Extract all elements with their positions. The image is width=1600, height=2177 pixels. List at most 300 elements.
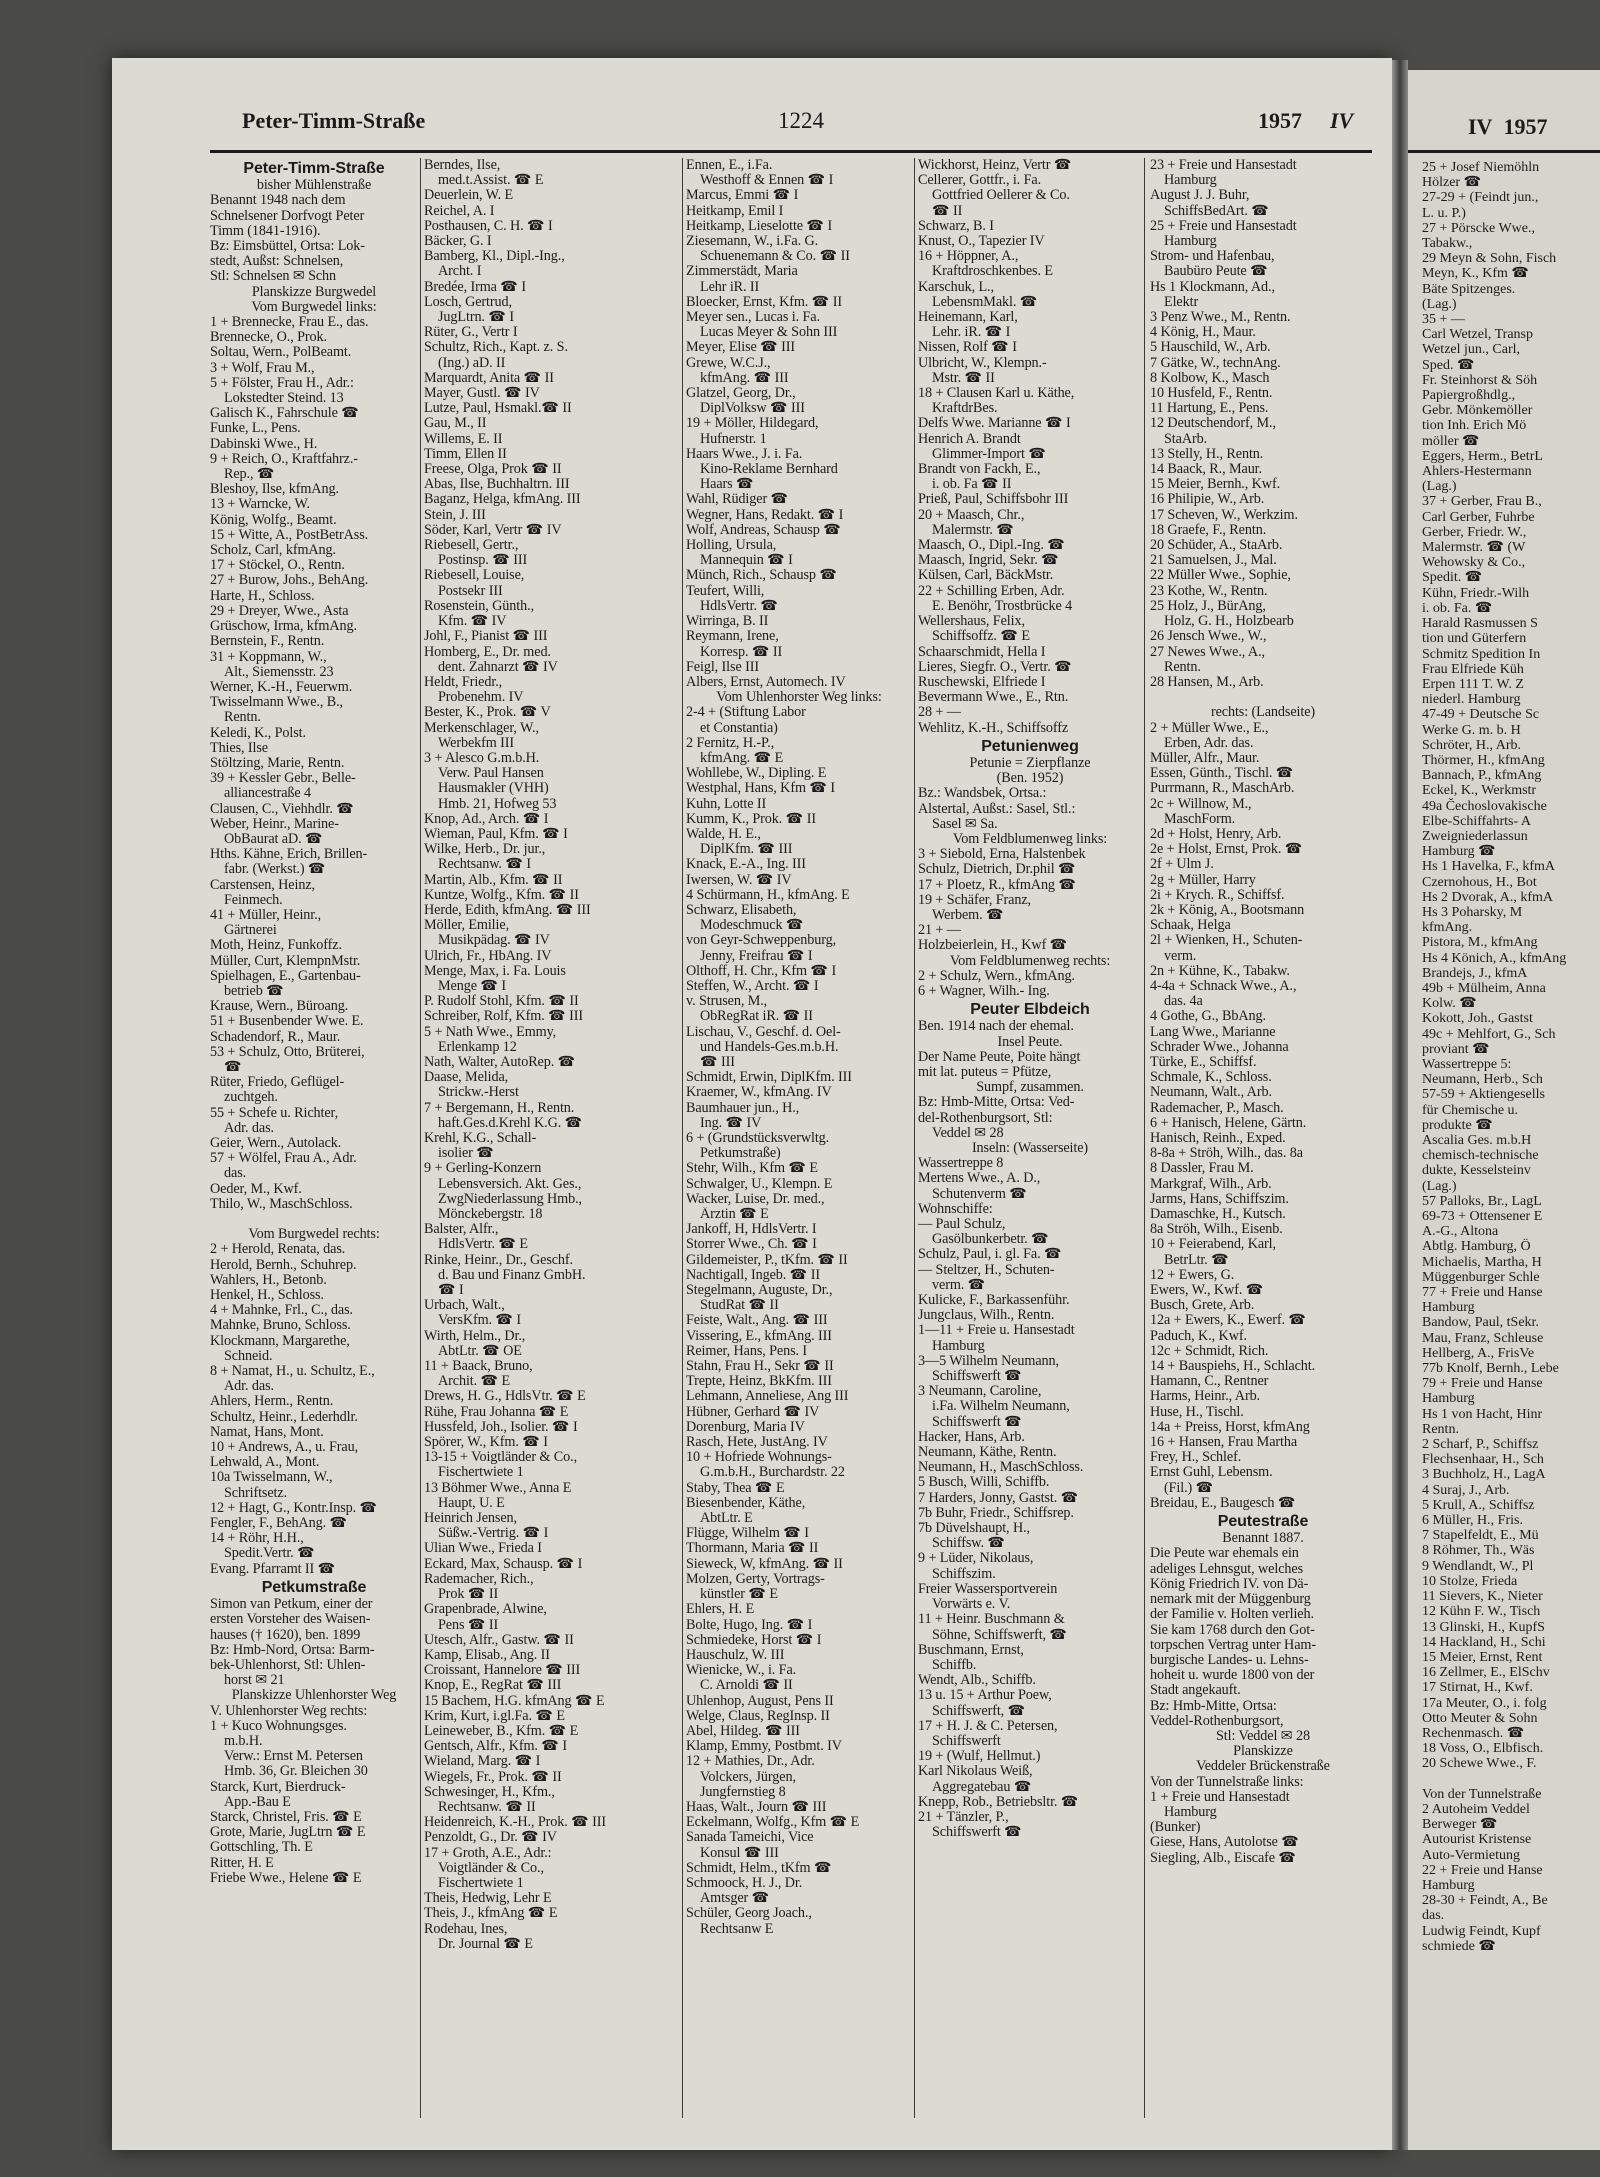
entry-continuation: Hamburg <box>1164 234 1217 250</box>
directory-entry: Brennecke, O., Prok. <box>210 330 327 346</box>
directory-entry: Ascalia Ges. m.b.H <box>1422 1133 1532 1148</box>
directory-entry: Schmidt, Erwin, DiplKfm. III <box>686 1070 852 1086</box>
directory-entry: Essen, Günth., Tischl. ☎ <box>1150 766 1294 782</box>
entry-continuation: Westhoff & Ennen ☎ I <box>700 173 834 189</box>
directory-entry: Ahlers-Hestermann <box>1422 464 1532 480</box>
directory-entry: Oeder, M., Kwf. <box>210 1181 302 1197</box>
header-rule <box>210 150 1372 153</box>
facing-page-header <box>1468 114 1547 140</box>
directory-entry: 4 Schürmann, H., kfmAng. E <box>686 887 850 903</box>
directory-entry: del-Rothenburgsort, Stl: <box>918 1110 1053 1126</box>
directory-entry: 2 Fernitz, H.-P., <box>686 735 775 751</box>
directory-entry: Carl Gerber, Fuhrbe <box>1422 509 1535 525</box>
directory-entry: burgische Landes- u. Lehns- <box>1150 1652 1309 1668</box>
entry-continuation: Schiffswerft ☎ <box>932 1414 1022 1430</box>
directory-entry: Holling, Ursula, <box>686 538 777 554</box>
directory-entry: 49c + Mehlfort, G., Sch <box>1422 1026 1556 1042</box>
directory-entry: Bz: Hmb-Nord, Ortsa: Barm- <box>210 1642 375 1658</box>
directory-entry: Fengler, F., BehAng. ☎ <box>210 1516 348 1532</box>
entry-continuation: Mstr. ☎ II <box>932 370 995 386</box>
entry-continuation: Rep., ☎ <box>224 467 275 483</box>
directory-entry: 13-15 + Voigtländer & Co., <box>424 1450 578 1466</box>
directory-entry: Willems, E. II <box>424 431 503 447</box>
directory-entry: Gentsch, Alfr., Kfm. ☎ I <box>424 1739 567 1755</box>
directory-entry: 39 + Kessler Gebr., Belle- <box>210 771 356 787</box>
entry-continuation: kfmAng. ☎ III <box>700 370 789 386</box>
directory-entry: 8a Ströh, Wilh., Eisenb. <box>1150 1222 1283 1238</box>
directory-entry: 16 + Hansen, Frau Martha <box>1150 1435 1298 1451</box>
directory-entry: 5 Krull, A., Schiffsz <box>1422 1497 1535 1513</box>
directory-entry: 14 Hackland, H., Schi <box>1422 1634 1546 1650</box>
entry-continuation: Lehr iR. II <box>700 279 760 295</box>
directory-entry: 14 + Bauspiehs, H., Schlacht. <box>1150 1359 1316 1375</box>
directory-entry: 12 + Mathies, Dr., Adr. <box>686 1754 815 1770</box>
directory-entry: Bäte Spitzenges. <box>1422 281 1516 297</box>
section-note: Planskizze Uhlenhorster Weg <box>231 1688 397 1704</box>
directory-entry: Stein, J. III <box>424 507 486 523</box>
directory-entry: Mau, Franz, Schleuse <box>1422 1330 1544 1346</box>
entry-continuation: Werbem. ☎ <box>932 907 1004 923</box>
directory-entry: 4 + Mahnke, Frl., C., das. <box>210 1303 353 1319</box>
directory-entry: Homberg, E., Dr. med. <box>424 644 551 660</box>
entry-continuation: Werke G. m. b. H <box>1422 722 1521 738</box>
directory-entry: Ewers, W., Kwf. ☎ <box>1150 1283 1264 1299</box>
entry-continuation: Postinsp. ☎ III <box>438 553 528 569</box>
volume-label: IV <box>1330 108 1354 133</box>
entry-continuation: DiplVolksw ☎ III <box>700 401 805 417</box>
directory-entry: Der Name Peute, Poite hängt <box>918 1049 1081 1065</box>
directory-entry: 21 + — <box>918 923 961 939</box>
directory-entry: Gottschling, Th. E <box>210 1840 313 1856</box>
entry-continuation: Fischertwiete 1 <box>438 1875 524 1891</box>
section-note: Stl: Veddel ✉ 28 <box>1216 1728 1310 1744</box>
directory-entry: Abel, Hildeg. ☎ III <box>686 1723 800 1739</box>
directory-entry: 18 Voss, O., Elbfisch. <box>1422 1741 1544 1757</box>
directory-entry: Geier, Wern., Autolack. <box>210 1136 342 1151</box>
directory-entry: Bleshoy, Ilse, kfmAng. <box>210 482 339 498</box>
directory-entry: 19 + (Wulf, Hellmut.) <box>918 1749 1041 1765</box>
directory-entry: Freier Wassersportverein <box>918 1581 1058 1597</box>
directory-entry: Kuhn, Lotte II <box>686 796 767 812</box>
facing-page <box>1408 70 1600 2150</box>
directory-entry: 2-4 + (Stiftung Labor <box>686 705 806 721</box>
directory-entry: Schnelsener Dorfvogt Peter <box>210 208 365 224</box>
entry-continuation: L. u. P.) <box>1422 205 1466 221</box>
directory-entry: Heidenreich, K.-H., Prok. ☎ III <box>424 1815 607 1831</box>
directory-entry: 14 Baack, R., Maur. <box>1150 462 1262 478</box>
directory-entry: Harald Rasmussen S <box>1422 616 1538 632</box>
directory-entry: Hs 3 Poharsky, M <box>1422 904 1523 920</box>
entry-continuation: med.t.Assist. ☎ E <box>438 173 544 189</box>
directory-entry: 3—5 Wilhelm Neumann, <box>918 1353 1059 1369</box>
directory-entry: Schulz, Paul, i. gl. Fa. ☎ <box>918 1247 1062 1263</box>
directory-entry: Albers, Ernst, Automech. IV <box>686 674 846 690</box>
directory-entry: Wilke, Herb., Dr. jur., <box>424 842 546 858</box>
directory-entry: Staby, Thea ☎ E <box>686 1480 785 1496</box>
directory-entry: Bandow, Paul, tSekr. <box>1422 1315 1539 1331</box>
entry-continuation: Modeschmuck ☎ <box>700 918 804 934</box>
directory-entry: 2f + Ulm J. <box>1150 857 1214 873</box>
street-heading: Peuter Elbdeich <box>970 1002 1090 1018</box>
directory-entry: Buschmann, Ernst, <box>918 1642 1024 1658</box>
directory-entry: Carstensen, Heinz, <box>210 877 315 893</box>
directory-entry: 79 + Freie und Hanse <box>1422 1376 1543 1392</box>
directory-entry: 18 + Clausen Karl u. Käthe, <box>918 386 1075 402</box>
directory-entry: adeliges Lehnsgut, welches <box>1150 1561 1304 1577</box>
directory-entry: Karl Nikolaus Weiß, <box>918 1764 1033 1780</box>
directory-entry: 5 + Fölster, Frau H., Adr.: <box>210 375 354 391</box>
directory-entry: Autourist Kristense <box>1422 1832 1532 1848</box>
directory-entry: — Paul Schulz, <box>918 1217 1006 1233</box>
section-note: Vom Uhlenhorster Weg links: <box>716 690 882 706</box>
directory-entry: Schwalger, U., Klempn. E <box>686 1176 833 1192</box>
directory-entry: 2k + König, A., Bootsmann <box>1150 902 1305 918</box>
entry-continuation: proviant ☎ <box>1422 1041 1490 1057</box>
directory-entry: 23 + Freie und Hansestadt <box>1150 158 1297 173</box>
directory-entry: Thörmer, H., kfmAng <box>1422 752 1545 768</box>
directory-entry: Clausen, C., Viehhdlr. ☎ <box>210 801 354 817</box>
entry-continuation: Ing. ☎ IV <box>700 1115 762 1131</box>
entry-continuation: ☎ II <box>932 203 963 219</box>
column-divider <box>420 158 421 2118</box>
directory-entry: 7 Harders, Jonny, Gastst. ☎ <box>918 1490 1079 1506</box>
directory-entry: Krehl, K.G., Schall- <box>424 1131 537 1146</box>
directory-entry: Kühn, Friedr.-Wilh <box>1422 585 1530 601</box>
entry-continuation: (Lag.) <box>1422 1178 1457 1194</box>
entry-continuation: StudRat ☎ II <box>700 1298 779 1314</box>
directory-entry: 3 Buchholz, H., LagA <box>1422 1467 1546 1483</box>
directory-entry: torpschen Vertrag unter Ham- <box>1150 1637 1316 1653</box>
entry-continuation: Erlenkamp 12 <box>438 1039 517 1055</box>
directory-entry: 49a Čechoslovakische <box>1422 798 1547 814</box>
directory-entry: Knepp, Rob., Betriebsltr. ☎ <box>918 1794 1079 1810</box>
directory-entry: 25 Holz, J., BürAng, <box>1150 598 1266 614</box>
directory-entry: Wiegels, Fr., Prok. ☎ II <box>424 1769 562 1785</box>
directory-entry: Spielhagen, E., Gartenbau- <box>210 968 361 984</box>
entry-continuation: Amtsger ☎ <box>700 1891 770 1907</box>
street-heading: Petunienweg <box>981 738 1079 754</box>
entry-continuation: Michaelis, Martha, H <box>1422 1254 1542 1270</box>
directory-entry: 19 + Möller, Hildegard, <box>686 416 819 432</box>
directory-entry: 51 + Busenbender Wwe. E. <box>210 1014 364 1030</box>
entry-continuation: Archit. ☎ E <box>438 1374 511 1390</box>
directory-entry: Reimer, Hans, Pens. I <box>686 1343 808 1359</box>
entry-continuation: dukte, Kesselsteinv <box>1422 1163 1531 1179</box>
directory-entry: Meyn, K., Kfm ☎ <box>1422 266 1529 282</box>
directory-entry: Thies, Ilse <box>210 740 268 756</box>
entry-continuation: Aggregatebau ☎ <box>932 1779 1032 1795</box>
entry-continuation: HdlsVertr. ☎ E <box>438 1237 528 1253</box>
book-gutter <box>1392 60 1408 2150</box>
directory-entry: Heitkamp, Emil I <box>686 203 784 219</box>
directory-entry: Lieres, Siegfr. O., Vertr. ☎ <box>918 659 1072 675</box>
entry-continuation: horst ✉ 21 <box>224 1673 285 1689</box>
running-head-title: Peter-Timm-Straße <box>242 108 426 133</box>
directory-entry: 49b + Mülheim, Anna <box>1422 980 1546 996</box>
directory-entry: Eckel, K., Werkmstr <box>1422 783 1537 799</box>
directory-entry: Rademacher, Rich., <box>424 1571 534 1587</box>
directory-entry: Timm (1841-1916). <box>210 223 321 239</box>
entry-continuation: m.b.H. <box>224 1733 263 1749</box>
entry-continuation: Kino-Reklame Bernhard <box>700 462 838 478</box>
directory-entry: Bernstein, F., Rentn. <box>210 634 325 650</box>
directory-entry: 17 + Ploetz, R., kfmAng ☎ <box>918 877 1076 893</box>
directory-entry: Heinemann, Karl, <box>918 310 1018 326</box>
directory-entry: 5 + Nath Wwe., Emmy, <box>424 1024 557 1040</box>
directory-entry: König, Wolfg., Beamt. <box>210 512 337 528</box>
directory-entry: Funke, L., Pens. <box>210 421 301 437</box>
directory-entry: Leineweber, B., Kfm. ☎ E <box>424 1723 579 1739</box>
directory-entry: 21 + Tänzler, P., <box>918 1809 1009 1825</box>
entry-continuation: C. Arnoldi ☎ II <box>700 1678 793 1694</box>
entry-continuation: i. ob. Fa. ☎ <box>1422 600 1493 616</box>
directory-entry: Kamp, Elisab., Ang. II <box>424 1647 550 1663</box>
directory-entry: Namat, Hans, Mont. <box>210 1424 324 1440</box>
street-heading: Peutestraße <box>1217 1514 1309 1530</box>
directory-entry: Haars Wwe., J. i. Fa. <box>686 446 803 462</box>
directory-entry: Heinrich Jensen, <box>424 1511 517 1527</box>
street-heading: Peter-Timm-Straße <box>243 161 385 177</box>
directory-entry: König Friedrich IV. von Dä- <box>1150 1576 1309 1592</box>
entry-continuation: Papiergroßhdlg., <box>1422 388 1516 404</box>
facing-page-column <box>1422 160 1600 1954</box>
directory-entry: Stl: Schnelsen ✉ Schn <box>210 269 337 285</box>
entry-continuation: Erben, Adr. das. <box>1164 735 1254 751</box>
directory-entry: Prieß, Paul, Schiffsbohr III <box>918 492 1069 508</box>
directory-entry: Schmoock, H. J., Dr. <box>686 1875 803 1891</box>
entry-continuation: JugLtrn. ☎ I <box>438 310 514 326</box>
entry-continuation: Dr. Journal ☎ E <box>438 1936 533 1952</box>
directory-entry: Harte, H., Schloss. <box>210 588 315 604</box>
entry-continuation: StaArb. <box>1164 431 1208 447</box>
directory-entry: Galisch K., Fahrschule ☎ <box>210 406 359 422</box>
entry-continuation: Feinmech. <box>224 892 283 908</box>
directory-entry: Maasch, O., Dipl.-Ing. ☎ <box>918 538 1065 554</box>
entry-continuation: Tabakw., <box>1422 236 1473 252</box>
directory-entry: Meyer sen., Lucas i. Fa. <box>686 310 820 326</box>
entry-continuation: Lebensversich. Akt. Ges., <box>438 1176 582 1192</box>
directory-entry: Timm, Ellen II <box>424 446 507 462</box>
directory-entry: Rinke, Heinr., Dr., Geschf. <box>424 1252 573 1268</box>
directory-entry: Spörer, W., Kfm. ☎ I <box>424 1435 548 1451</box>
directory-entry: 69-73 + Ottensener E <box>1422 1209 1543 1225</box>
directory-entry: Brandt von Fackh, E., <box>918 462 1041 478</box>
directory-entry: 2i + Krych. R., Schiffsf. <box>1150 887 1285 903</box>
directory-entry: 22 + Schilling Erben, Adr. <box>918 583 1065 599</box>
directory-entry: 2c + Willnow, M., <box>1150 796 1252 812</box>
entry-continuation: kfmAng. <box>1422 920 1473 936</box>
directory-entry: Deuerlein, W. E <box>424 188 514 204</box>
directory-entry: 17 + Groth, A.E., Adr.: <box>424 1845 552 1861</box>
directory-entry: Lehmann, Anneliese, Ang III <box>686 1389 849 1405</box>
directory-entry: Hanisch, Reinh., Exped. <box>1150 1131 1286 1146</box>
directory-entry: mit lat. puteus = Pfütze, <box>918 1064 1052 1080</box>
entry-continuation: Glimmer-Import ☎ <box>932 446 1046 462</box>
entry-continuation: Sped. ☎ <box>1422 357 1475 373</box>
entry-continuation: Elektr <box>1164 294 1199 310</box>
directory-entry: Lischau, V., Geschf. d. Oel- <box>686 1024 841 1040</box>
directory-entry: 9 + Gerling-Konzern <box>424 1161 542 1177</box>
entry-continuation: Alt., Siemensstr. 23 <box>224 664 334 680</box>
directory-entry: Bz: Eimsbüttel, Ortsa: Lok- <box>210 239 365 255</box>
entry-continuation: i.Fa. Wilhelm Neumann, <box>932 1399 1070 1415</box>
directory-entry: Stegelmann, Auguste, Dr., <box>686 1283 833 1299</box>
directory-entry: Molzen, Gerty, Vortrags- <box>686 1571 825 1587</box>
directory-entry: Soltau, Wern., PolBeamt. <box>210 345 352 361</box>
section-note: Inseln: (Wasserseite) <box>971 1141 1089 1156</box>
directory-entry: Mahnke, Bruno, Schloss. <box>210 1318 351 1334</box>
directory-entry: Stahn, Frau H., Sekr ☎ II <box>686 1359 834 1375</box>
entry-continuation: ☎ I <box>438 1283 464 1299</box>
directory-entry: Die Peute war ehemals ein <box>1150 1546 1299 1562</box>
entry-continuation: Rechtsanw E <box>700 1921 774 1937</box>
entry-continuation: Volckers, Jürgen, <box>700 1769 796 1785</box>
directory-entry: 47-49 + Deutsche Sc <box>1422 707 1540 723</box>
entry-continuation: chemisch-technische <box>1422 1148 1539 1164</box>
directory-entry: Wendt, Alb., Schiffb. <box>918 1673 1036 1689</box>
directory-entry: Baumhauer jun., H., <box>686 1100 800 1116</box>
directory-entry: Hs 2 Dvorak, A., kfmA <box>1422 889 1554 905</box>
entry-continuation: tion und Güterfern <box>1422 631 1527 647</box>
directory-entry: 4 Gothe, G., BbAng. <box>1150 1009 1266 1025</box>
directory-entry: Trepte, Heinz, BkKfm. III <box>686 1374 832 1390</box>
directory-entry: der Familie v. Holten verlieh. <box>1150 1607 1314 1623</box>
column-4 <box>918 158 1142 1840</box>
directory-entry: 27 Newes Wwe., A., <box>1150 644 1265 660</box>
directory-entry: 17 Stirnat, H., Kwf. <box>1422 1680 1533 1696</box>
entry-continuation: Schutenverm ☎ <box>932 1186 1027 1202</box>
directory-entry: Schultz, Rich., Kapt. z. S. <box>424 340 568 356</box>
section-note: Planskizze Burgwedel <box>251 284 377 300</box>
directory-entry: 37 + Gerber, Frau B., <box>1422 494 1542 510</box>
directory-entry: Penzoldt, G., Dr. ☎ IV <box>424 1830 557 1846</box>
directory-entry: 10 Stolze, Frieda <box>1422 1573 1518 1589</box>
entry-continuation: i. ob. Fa ☎ II <box>932 477 1012 493</box>
directory-entry: Urbach, Walt., <box>424 1298 505 1314</box>
directory-entry: Schreiber, Rolf, Kfm. ☎ III <box>424 1009 583 1025</box>
directory-entry: Hs 1 Havelka, F., kfmA <box>1422 859 1556 875</box>
entry-continuation: das. <box>224 1166 247 1182</box>
entry-continuation: Strickw.-Herst <box>438 1085 519 1101</box>
directory-entry: Jungclaus, Wilh., Rentn. <box>918 1308 1055 1324</box>
directory-entry: 16 Philipie, W., Arb. <box>1150 492 1265 508</box>
directory-entry: 7b Düvelshaupt, H., <box>918 1521 1030 1537</box>
entry-continuation: Kfm. ☎ IV <box>438 614 507 630</box>
directory-entry: Bevermann Wwe., E., Rtn. <box>918 690 1069 706</box>
directory-entry: Schmidt, Helm., tKfm ☎ <box>686 1860 832 1876</box>
directory-entry: 2n + Kühne, K., Tabakw. <box>1150 963 1290 979</box>
directory-entry: 8 Dassler, Frau M. <box>1150 1161 1254 1177</box>
directory-entry: Ehlers, H. E <box>686 1602 755 1618</box>
entry-continuation: A.-G., Altona <box>1422 1224 1499 1240</box>
entry-continuation: verm. <box>1164 948 1197 964</box>
column-3 <box>686 158 912 1937</box>
entry-continuation: ZwgNiederlassung Hmb., <box>438 1191 582 1207</box>
entry-continuation: Rentn. <box>1164 659 1201 675</box>
directory-entry: Wickhorst, Heinz, Vertr ☎ <box>918 158 1072 173</box>
directory-entry: Brandejs, J., kfmA <box>1422 965 1528 981</box>
section-note: Planskizze <box>1233 1744 1293 1760</box>
directory-entry: Henrich A. Brandt <box>918 431 1021 447</box>
directory-entry: Bz: Hmb-Mitte, Ortsa: Ved- <box>918 1095 1075 1111</box>
directory-entry: Delfs Wwe. Marianne ☎ I <box>918 416 1071 432</box>
directory-entry: Knop, Ad., Arch. ☎ I <box>424 811 549 827</box>
entry-continuation: VersKfm. ☎ I <box>438 1313 522 1329</box>
directory-entry: Breidau, E., Baugesch ☎ <box>1150 1495 1296 1511</box>
directory-entry: Wassertreppe 5: <box>1422 1056 1512 1072</box>
directory-entry: Purrmann, R., MaschArb. <box>1150 781 1295 797</box>
directory-entry: Storrer Wwe., Ch. ☎ I <box>686 1237 817 1253</box>
entry-continuation: Schiffswerft, ☎ <box>932 1703 1026 1719</box>
directory-entry: 77b Knolf, Bernh., Lebe <box>1422 1361 1559 1377</box>
directory-entry: Rasch, Hete, JustAng. IV <box>686 1435 828 1451</box>
directory-entry: Hussfeld, Joh., Isolier. ☎ I <box>424 1419 578 1435</box>
directory-entry: P. Rudolf Stohl, Kfm. ☎ II <box>424 994 579 1010</box>
directory-entry: 9 + Reich, O., Kraftfahrz.- <box>210 451 358 467</box>
section-note: (Ben. 1952) <box>996 771 1064 787</box>
directory-entry: Walde, H. E., <box>686 826 761 842</box>
directory-entry: Nath, Walter, AutoRep. ☎ <box>424 1054 576 1070</box>
directory-entry: 5 Hauschild, W., Arb. <box>1150 340 1271 356</box>
entry-continuation: Spedit.Vertr. ☎ <box>224 1546 315 1562</box>
entry-continuation: App.-Bau E <box>224 1794 291 1810</box>
directory-entry: Dabinski Wwe., H. <box>210 436 318 452</box>
directory-entry: Müller, Curt, KlempnMstr. <box>210 953 361 969</box>
directory-entry: hoheit u. wurde 1800 von der <box>1150 1668 1315 1684</box>
directory-entry: 20 Schewe Wwe., F. <box>1422 1756 1537 1772</box>
directory-entry: (Bunker) <box>1150 1820 1201 1836</box>
entry-continuation: Fischertwiete 1 <box>438 1465 524 1481</box>
directory-entry: Neumann, H., MaschSchloss. <box>918 1460 1084 1476</box>
entry-continuation: Hamburg <box>1164 1804 1217 1820</box>
directory-entry: Damaschke, H., Kutsch. <box>1150 1207 1286 1223</box>
directory-entry: Wolf, Andreas, Schausp ☎ <box>686 522 841 538</box>
section-note: Vom Burgwedel rechts: <box>248 1227 380 1243</box>
directory-entry: Haas, Walt., Journ ☎ III <box>686 1799 827 1815</box>
directory-entry: Lutze, Paul, Hsmakl.☎ II <box>424 401 572 417</box>
directory-entry: Ulian Wwe., Frieda I <box>424 1541 542 1557</box>
directory-entry: 41 + Müller, Heinr., <box>210 907 322 923</box>
directory-entry: Schultz, Heinr., Lederhdlr. <box>210 1409 358 1425</box>
directory-entry: Hauschulz, W. III <box>686 1647 785 1663</box>
directory-entry: 27-29 + (Feindt jun., <box>1422 190 1539 206</box>
directory-entry: Wohnschiffe: <box>918 1201 993 1217</box>
directory-entry: 11 Hartung, E., Pens. <box>1150 401 1269 417</box>
entry-continuation: Berweger ☎ <box>1422 1817 1498 1833</box>
entry-continuation: niederl. Hamburg <box>1422 692 1521 708</box>
directory-entry: Knack, E.-A., Ing. III <box>686 857 806 873</box>
entry-continuation: isolier ☎ <box>438 1146 494 1162</box>
directory-entry: Ziesemann, W., i.Fa. G. <box>686 234 819 250</box>
directory-entry: 4-4a + Schnack Wwe., A., <box>1150 978 1297 994</box>
entry-continuation: Rechtsanw. ☎ I <box>438 857 531 873</box>
directory-entry: Schulz, Dietrich, Dr.phil ☎ <box>918 862 1076 878</box>
directory-entry: Söder, Karl, Vertr ☎ IV <box>424 522 562 538</box>
directory-entry: Reichel, A. I <box>424 203 495 219</box>
directory-entry: Ludwig Feindt, Kupf <box>1422 1923 1541 1939</box>
directory-entry: Rüter, Friedo, Geflügel- <box>210 1075 345 1091</box>
directory-entry: Bz: Hmb-Mitte, Ortsa: <box>1150 1698 1277 1714</box>
directory-entry: 1—11 + Freie u. Hansestadt <box>918 1323 1075 1339</box>
entry-continuation: Menge ☎ I <box>438 978 506 994</box>
directory-entry: 1 + Kuco Wohnungsges. <box>210 1718 347 1734</box>
entry-continuation: Baubüro Peute ☎ <box>1164 264 1268 280</box>
directory-entry: Hamann, C., Rentner <box>1150 1374 1269 1390</box>
directory-entry: Schaak, Helga <box>1150 918 1231 934</box>
directory-entry: Evang. Pfarramt II ☎ <box>210 1561 336 1577</box>
entry-continuation: Schiffszim. <box>932 1566 996 1582</box>
directory-entry: Losch, Gertrud, <box>424 294 512 310</box>
